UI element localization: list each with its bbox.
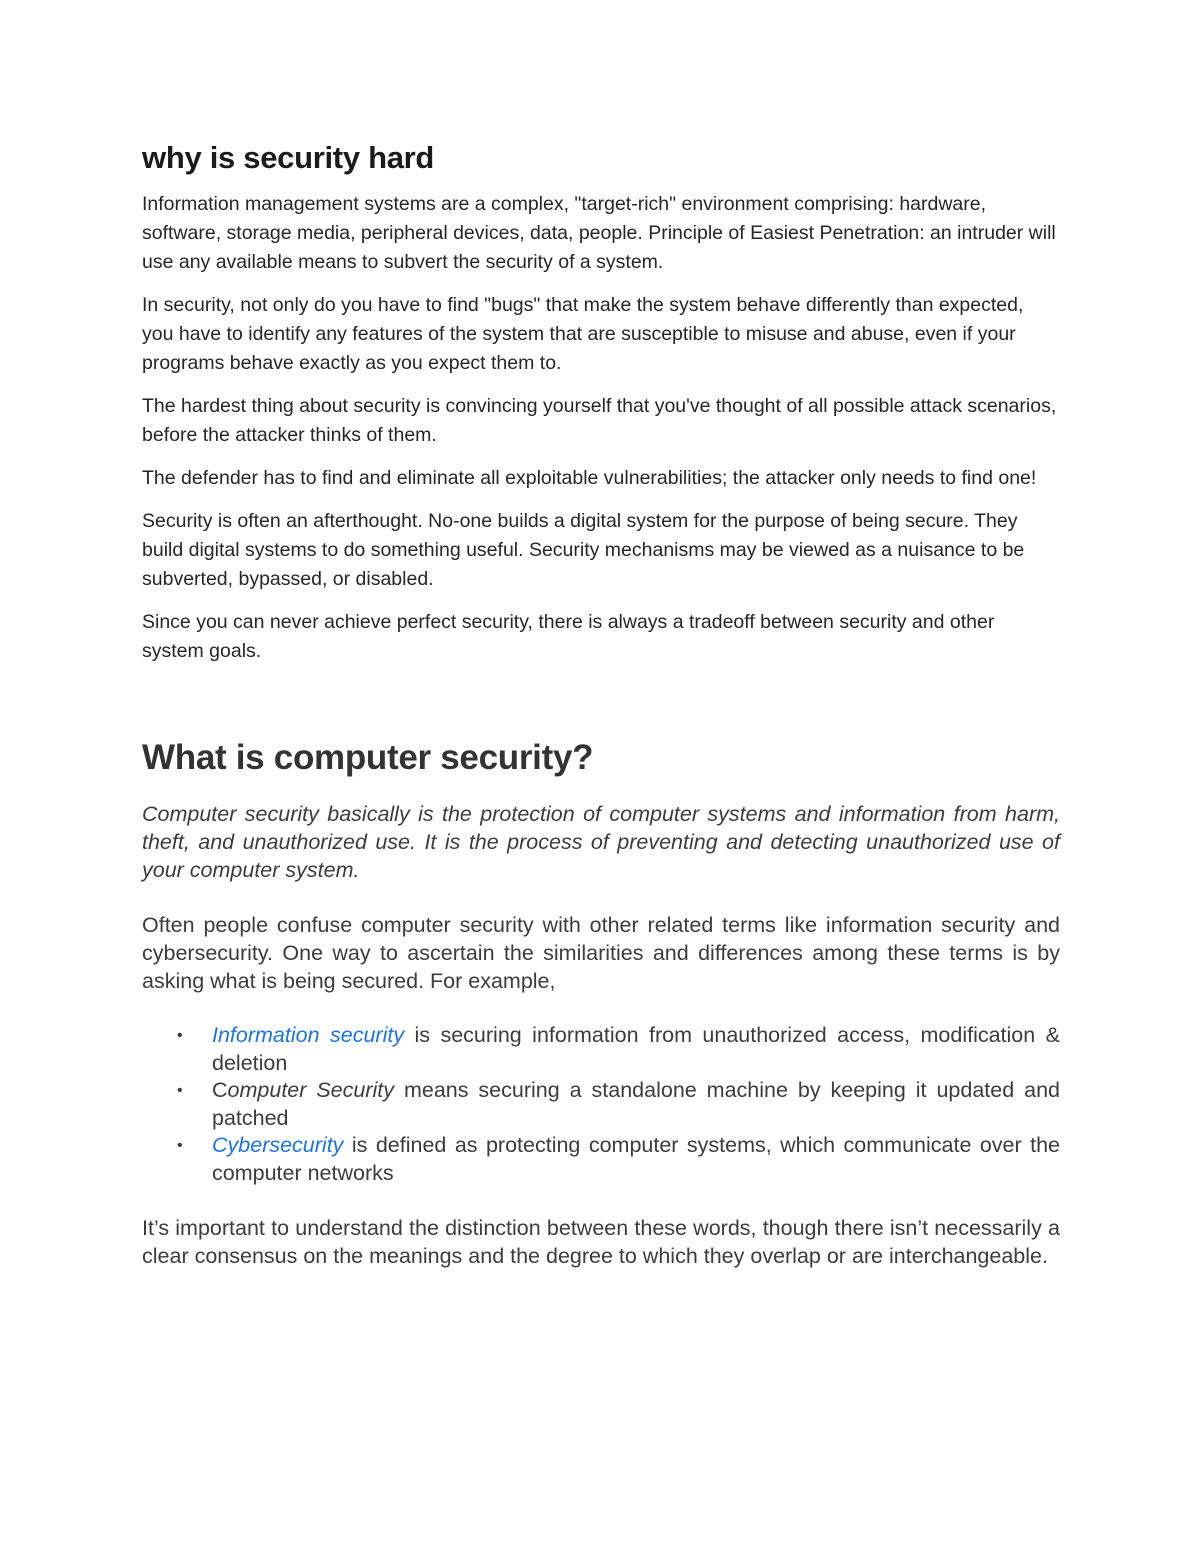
paragraph-tradeoff: Since you can never achieve perfect security, there is always a tradeoff between security and other system goals. — [142, 611, 995, 662]
main-heading-what-is-computer-security: What is computer security? — [142, 738, 594, 777]
link-cybersecurity[interactable]: Cybersecurity — [212, 1133, 344, 1157]
list-item-text: is defined as protecting computer systems, which communicate over the computer networks — [212, 1133, 1060, 1185]
link-information-security[interactable]: Information security — [212, 1023, 405, 1047]
paragraph-afterthought: Security is often an afterthought. No-one builds a digital system for the purpose of being secure. They build digital systems to do something useful. Security mechanisms may be viewed as a nuisance to be subverted, bypassed, or disabled. — [142, 510, 1025, 590]
list-item-information-security — [177, 1022, 1060, 1077]
bullet-icon: • — [177, 1082, 183, 1099]
paragraph-target-rich: Information management systems are a complex, "target-rich" environment comprising: hardware, software, storage media, peripheral devices, data, people. Principle of Easiest Penetration: an intruder will use any available means to subvert the security of a system. — [142, 193, 1056, 273]
term-computer-security: omputer Security — [227, 1078, 395, 1102]
paragraph-defender: The defender has to find and eliminate all exploitable vulnerabilities; the attacker only needs to find one! — [142, 467, 1037, 489]
section-heading-why-security-hard: why is security hard — [142, 140, 435, 175]
paragraph-distinction: It’s important to understand the distinction between these words, though there isn’t necessarily a clear consensus on the meanings and the degree to which they overlap or are interchangeable. — [142, 1216, 1060, 1268]
paragraph-definition-italic: Computer security basically is the protection of computer systems and information from harm, theft, and unauthorized use. It is the process of preventing and detecting unauthorized use of your computer system. — [142, 802, 1060, 882]
term-prefix: C — [212, 1078, 228, 1102]
paragraph-hardest-thing: The hardest thing about security is convincing yourself that you've thought of all possible attack scenarios, before the attacker thinks of them. — [142, 395, 1057, 446]
definitions-list — [142, 1022, 1060, 1187]
list-item-text: means securing a standalone machine by keeping it updated and patched — [212, 1078, 1060, 1130]
document-page — [142, 140, 1060, 1297]
paragraph-find-bugs: In security, not only do you have to find "bugs" that make the system behave differently than expected, you have to identify any features of the system that are susceptible to misuse and abuse, even if your programs behave exactly as you expect them to. — [142, 294, 1024, 374]
list-item-computer-security — [177, 1077, 1060, 1132]
list-item-cybersecurity — [177, 1132, 1060, 1187]
bullet-icon: • — [177, 1137, 183, 1154]
paragraph-confuse-terms: Often people confuse computer security with other related terms like information security and cybersecurity. One way to ascertain the similarities and differences among these terms is by asking what is being secured. For example, — [142, 913, 1060, 993]
list-item-text: is securing information from unauthorized access, modification & deletion — [212, 1023, 1060, 1075]
bullet-icon: • — [177, 1027, 183, 1044]
